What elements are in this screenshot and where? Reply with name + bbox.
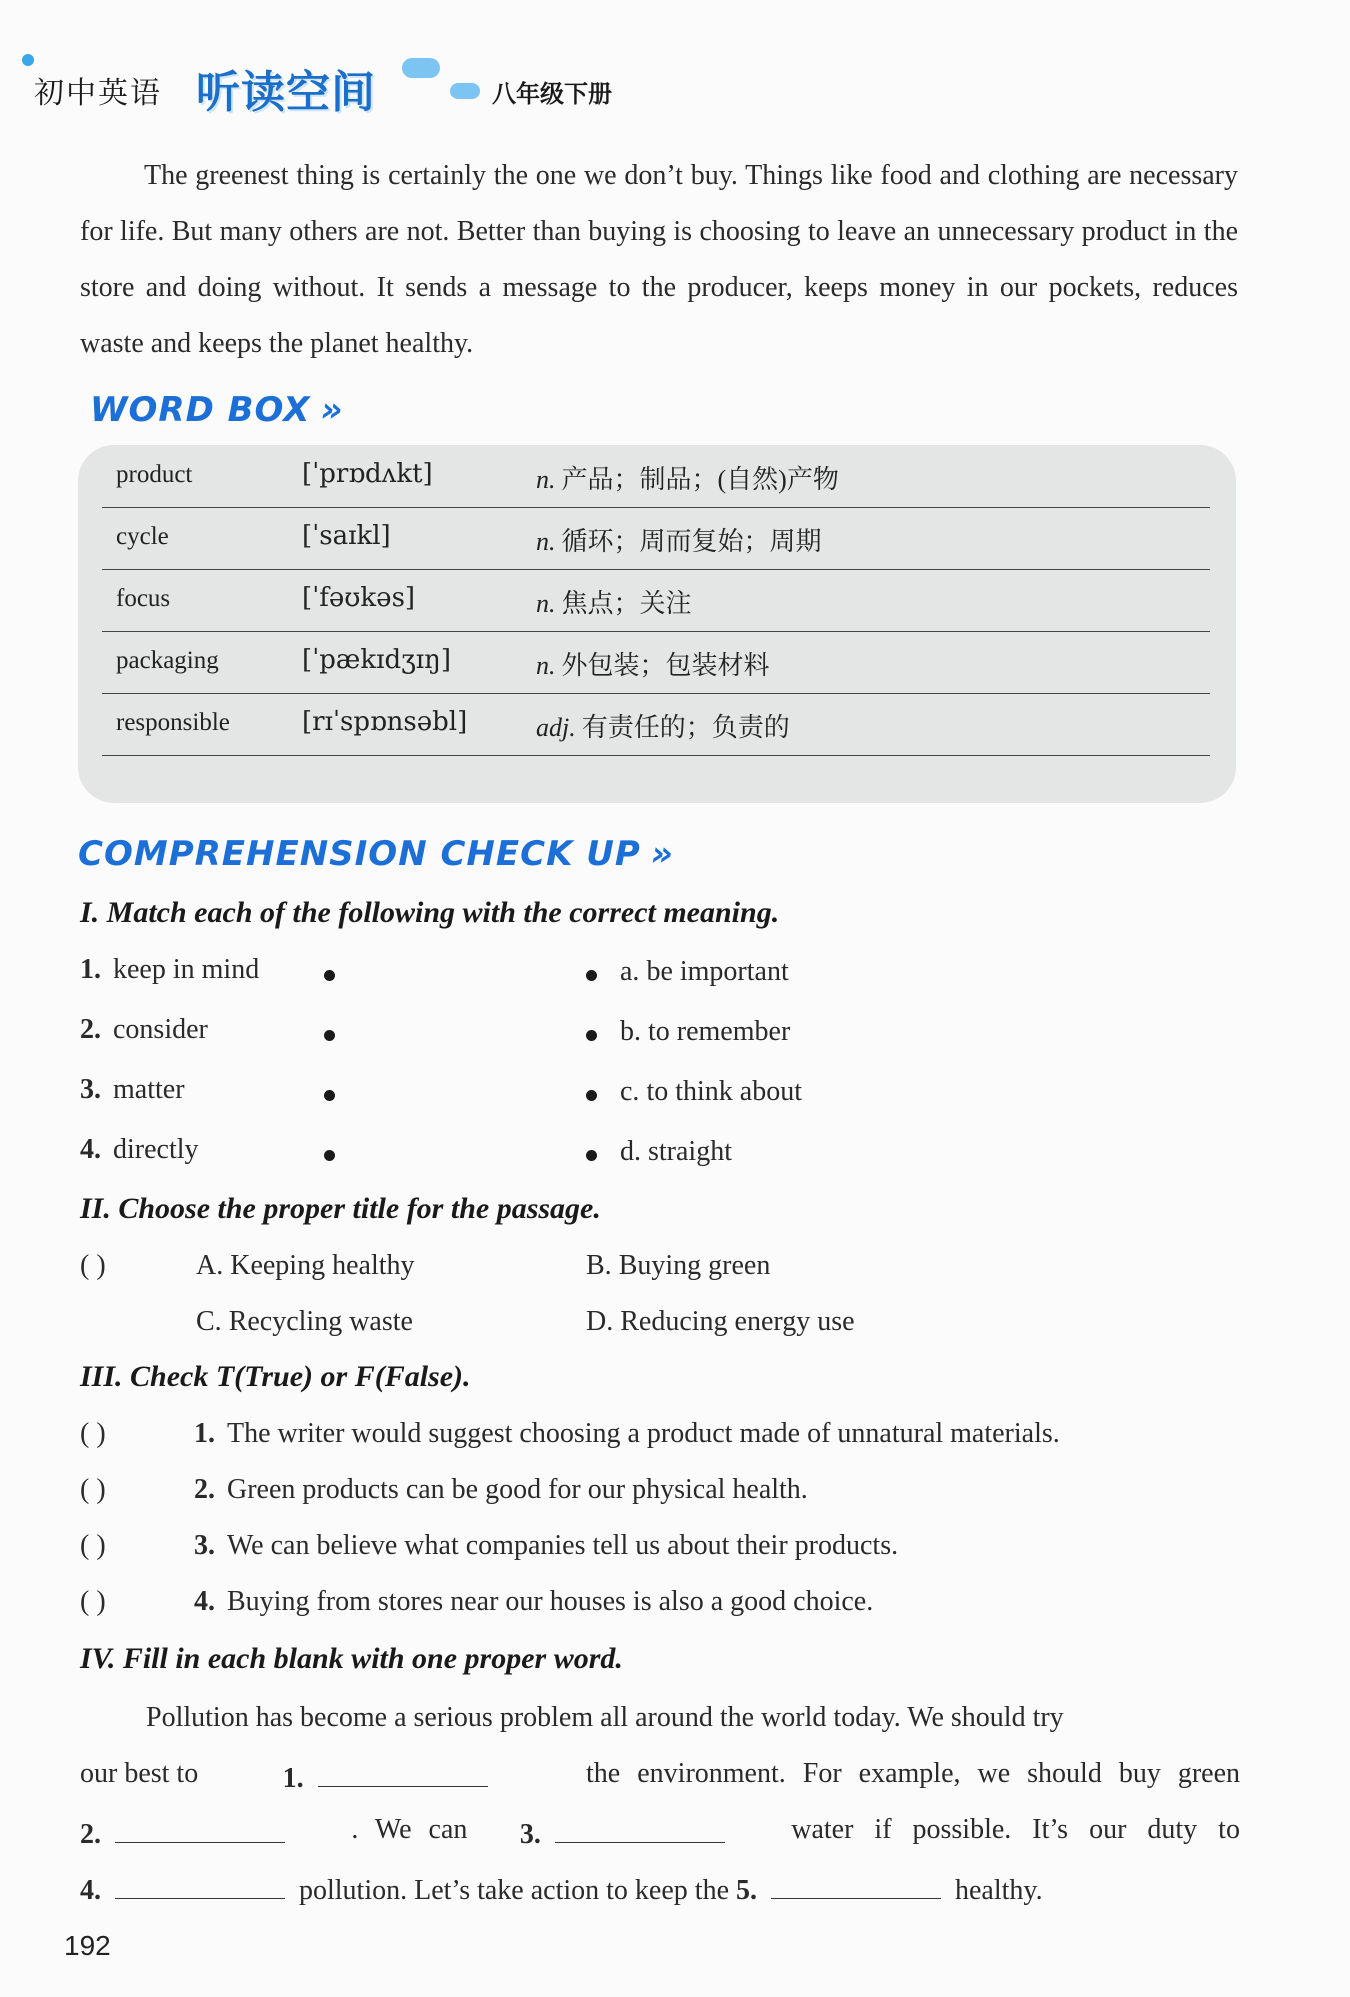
question-2-heading: II. Choose the proper title for the passage. (80, 1192, 601, 1225)
item-text: to remember (648, 1016, 791, 1047)
phonetic: [ˈfəʊkəs] (302, 583, 416, 613)
option-text: Recycling waste (228, 1306, 413, 1337)
double-chevron-icon: » (320, 390, 344, 430)
page-header (22, 48, 922, 128)
part-of-speech: n. (536, 527, 556, 556)
part-of-speech: n. (536, 465, 556, 494)
item-text: keep in mind (113, 954, 260, 985)
cloze-text: water if possible. It’s our duty to (791, 1814, 1240, 1845)
phonetic: [ˈpækɪdʒɪŋ] (302, 645, 451, 675)
cloze-line-1: Pollution has become a serious problem all around the world today. We should try (146, 1702, 1064, 1733)
blank-line-2[interactable] (115, 1814, 285, 1843)
comprehension-title-text: COMPREHENSION CHECK UP (78, 834, 641, 874)
tf-item (194, 1530, 898, 1562)
item-number: 1. (194, 1418, 215, 1449)
answer-bracket[interactable]: ( ) (80, 1250, 106, 1281)
item-number: 2. (80, 1014, 101, 1045)
match-left-item (80, 954, 259, 986)
answer-bracket[interactable]: ( ) (80, 1474, 106, 1505)
word: focus (116, 585, 171, 612)
word-box (78, 445, 1236, 803)
tf-item (194, 1586, 873, 1618)
definition (536, 459, 839, 496)
cloze-blank-3 (520, 1814, 739, 1851)
meaning: 循环；周而复始；周期 (561, 527, 822, 556)
blank-line-5[interactable] (771, 1870, 941, 1899)
match-right-item (620, 1076, 802, 1108)
option-letter: A. (196, 1250, 224, 1281)
part-of-speech: n. (536, 589, 556, 618)
match-dot-right[interactable] (586, 970, 597, 981)
option-text: Reducing energy use (620, 1306, 855, 1337)
cloze-blank-2 (80, 1814, 299, 1851)
word-row (102, 631, 1210, 694)
item-number: 3. (194, 1530, 215, 1561)
item-text: matter (113, 1074, 185, 1105)
match-dot-left[interactable] (324, 1030, 335, 1041)
word: packaging (116, 647, 219, 674)
match-right-item (620, 1136, 732, 1168)
item-text: Green products can be good for our physical health. (227, 1474, 808, 1505)
blank-line-1[interactable] (318, 1758, 488, 1787)
meaning: 焦点；关注 (561, 589, 692, 618)
item-text: be important (646, 956, 789, 987)
item-letter: d. (620, 1136, 641, 1167)
question-3-heading: III. Check T(True) or F(False). (80, 1360, 471, 1393)
cloze-text: our best to (80, 1758, 199, 1789)
answer-bracket[interactable]: ( ) (80, 1418, 106, 1449)
option-letter: C. (196, 1306, 222, 1337)
meaning: 有责任的；负责的 (581, 713, 790, 742)
item-text: Buying from stores near our houses is also a good choice. (227, 1586, 874, 1617)
option-letter: B. (586, 1250, 612, 1281)
match-left-item (80, 1074, 185, 1106)
match-right-item (620, 1016, 790, 1048)
cloze-line-3 (80, 1814, 1240, 1851)
reading-passage: The greenest thing is certainly the one we don’t buy. Things like food and clothing are necessary for life. But many others are not. Better than buying is choosing to leave an unnecessary product in the store and doing without. It sends a message to the producer, keeps money in our pockets, reduces waste and keeps the planet healthy. (80, 160, 1238, 359)
item-text: directly (113, 1134, 199, 1165)
word-box-title (90, 390, 344, 430)
cloze-text: the environment. For example, we should buy green (586, 1758, 1240, 1789)
cloze-blank-4 (80, 1875, 299, 1906)
double-chevron-icon: » (650, 834, 674, 874)
word: product (116, 461, 193, 488)
item-letter: a. (620, 956, 640, 987)
blank-line-3[interactable] (555, 1814, 725, 1843)
series-title: 初中英语 (34, 76, 162, 111)
match-dot-right[interactable] (586, 1030, 597, 1041)
word-row (102, 507, 1210, 570)
phonetic: [ˈsaɪkl] (302, 521, 391, 551)
item-number: 1. (80, 954, 101, 985)
match-dot-right[interactable] (586, 1090, 597, 1101)
page-number: 192 (64, 1930, 111, 1961)
item-text: The writer would suggest choosing a product made of unnatural materials. (227, 1418, 1060, 1449)
part-of-speech: adj. (536, 713, 576, 742)
option-text: Buying green (618, 1250, 771, 1281)
item-number: 3. (80, 1074, 101, 1105)
item-text: straight (648, 1136, 732, 1167)
match-right-item (620, 956, 789, 988)
answer-bracket[interactable]: ( ) (80, 1530, 106, 1561)
word-row (102, 569, 1210, 632)
comprehension-title (78, 834, 674, 874)
cloze-text: . We can (351, 1814, 468, 1845)
item-text: to think about (646, 1076, 802, 1107)
cloze-text: healthy. (955, 1875, 1043, 1906)
word: responsible (116, 709, 230, 736)
meaning: 产品；制品；(自然)产物 (561, 465, 839, 494)
tf-item (194, 1418, 1060, 1450)
grade-label: 八年级下册 (492, 80, 612, 108)
option-a (196, 1250, 415, 1282)
blank-number: 1. (282, 1763, 304, 1794)
cloze-line-2 (80, 1758, 1240, 1795)
definition (536, 707, 790, 744)
question-1-heading: I. Match each of the following with the correct meaning. (80, 896, 780, 929)
option-d (586, 1306, 855, 1338)
cloze-line-4 (80, 1870, 1043, 1907)
cloze-blank-1 (283, 1758, 502, 1795)
option-letter: D. (586, 1306, 614, 1337)
word: cycle (116, 523, 169, 550)
word-box-title-text: WORD BOX (90, 390, 311, 430)
word-row (102, 445, 1210, 508)
part-of-speech: n. (536, 651, 556, 680)
blank-number: 3. (519, 1819, 541, 1850)
phonetic: [ˈprɒdʌkt] (302, 459, 433, 489)
item-number: 2. (194, 1474, 215, 1505)
blank-number: 4. (80, 1875, 101, 1906)
blank-number: 5. (736, 1875, 757, 1906)
item-letter: b. (620, 1016, 641, 1047)
option-text: Keeping healthy (230, 1250, 415, 1281)
definition (536, 583, 692, 620)
answer-bracket[interactable]: ( ) (80, 1586, 106, 1617)
question-4-heading: IV. Fill in each blank with one proper word. (80, 1642, 623, 1675)
item-text: consider (113, 1014, 208, 1045)
cloze-blank-5 (736, 1875, 955, 1906)
item-text: We can believe what companies tell us about their products. (227, 1530, 899, 1561)
cloud-icon-small (450, 83, 480, 99)
header-dot-icon (22, 54, 34, 66)
match-dot-left[interactable] (324, 1090, 335, 1101)
match-dot-left[interactable] (324, 1150, 335, 1161)
definition (536, 521, 822, 558)
match-left-item (80, 1014, 208, 1046)
cloze-text: pollution. Let’s take action to keep the (299, 1875, 729, 1906)
tf-item (194, 1474, 808, 1506)
item-letter: c. (620, 1076, 640, 1107)
option-b (586, 1250, 770, 1282)
item-number: 4. (80, 1134, 101, 1165)
meaning: 外包装；包装材料 (561, 651, 770, 680)
brand-title: 听读空间 (196, 67, 376, 118)
match-dot-right[interactable] (586, 1150, 597, 1161)
item-number: 4. (194, 1586, 215, 1617)
definition (536, 645, 770, 682)
phonetic: [rɪˈspɒnsəbl] (302, 707, 468, 737)
word-row (102, 693, 1210, 756)
blank-number: 2. (80, 1819, 101, 1850)
match-dot-left[interactable] (324, 970, 335, 981)
cloud-icon (402, 58, 440, 78)
blank-line-4[interactable] (115, 1870, 285, 1899)
option-c (196, 1306, 413, 1338)
match-left-item (80, 1134, 199, 1166)
